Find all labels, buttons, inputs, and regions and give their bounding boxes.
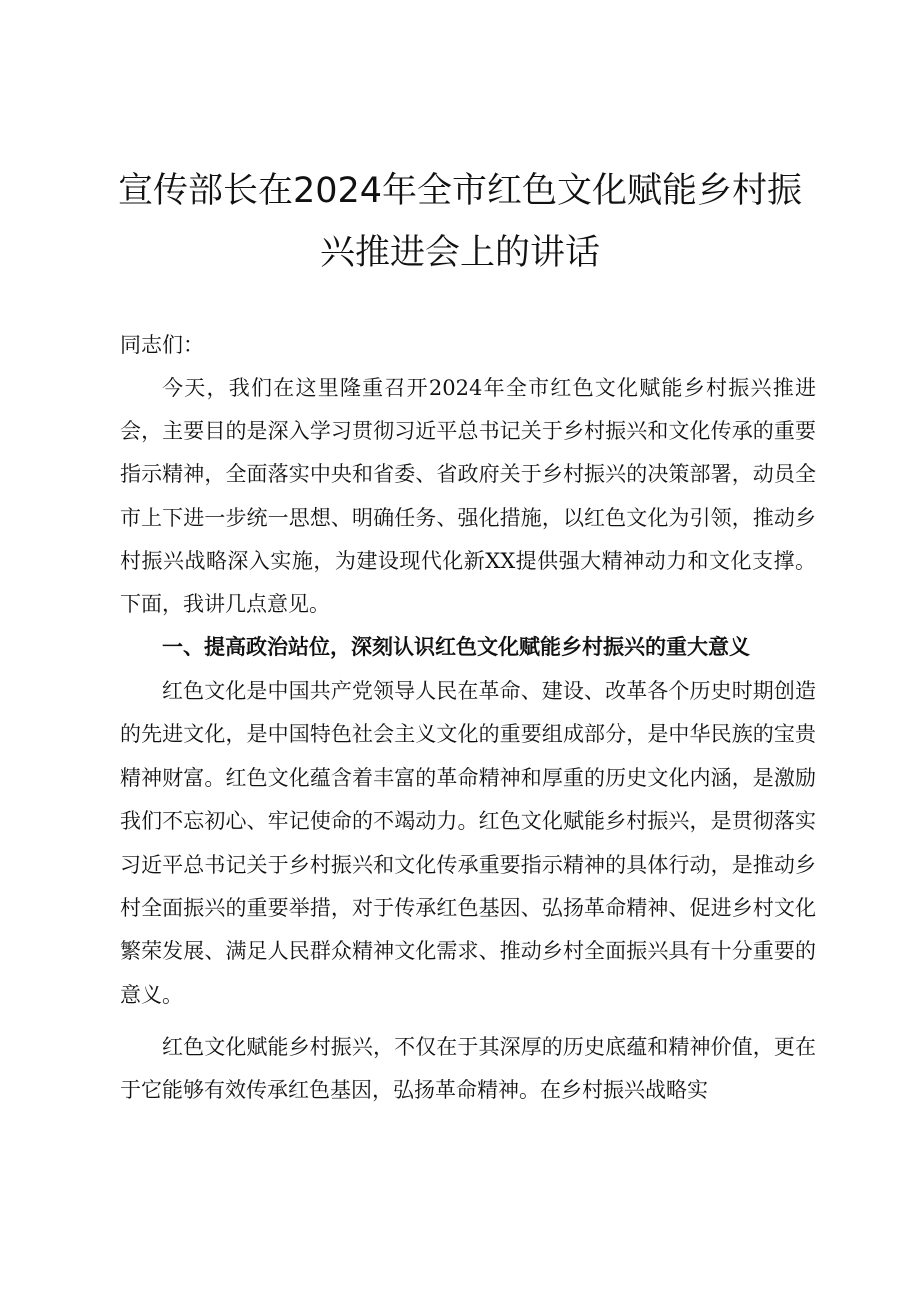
section-heading-1: 一、提高政治站位，深刻认识红色文化赋能乡村振兴的重大意义 bbox=[162, 634, 750, 659]
paragraph-intro: 今天，我们在这里隆重召开2024年全市红色文化赋能乡村振兴推进会，主要目的是深入学习贯彻习近平总书记关于乡村振兴和文化传承的重要指示精神，全面落实中央和省委、省政府关于乡村振兴的决策部署，动员全市上下进一步统一思想、明确任务、强化措施，以红色文化为引领，推动乡村振兴战略深入实施，为建设现代化新XX提供强大精神动力和文化支撑。下面，我讲几点意见。 bbox=[120, 376, 816, 617]
paragraph-continuation: 红色文化赋能乡村振兴，不仅在于其深厚的历史底蕴和精神价值，更在于它能够有效传承红色基因，弘扬革命精神。在乡村振兴战略实 bbox=[120, 1035, 816, 1102]
document-title-line-1: 宣传部长在2024年全市红色文化赋能乡村振 bbox=[117, 171, 803, 211]
document-title-line-2: 兴推进会上的讲话 bbox=[319, 233, 600, 273]
paragraph-significance: 红色文化是中国共产党领导人民在革命、建设、改革各个历史时期创造的先进文化，是中国特色社会主义文化的重要组成部分，是中华民族的宝贵精神财富。红色文化蕴含着丰富的革命精神和厚重的历史文化内涵，是激励我们不忘初心、牢记使命的不竭动力。红色文化赋能乡村振兴，是贯彻落实习近平总书记关于乡村振兴和文化传承重要指示精神的具体行动，是推动乡村全面振兴的重要举措，对于传承红色基因、弘扬革命精神、促进乡村文化繁荣发展、满足人民群众精神文化需求、推动乡村全面振兴具有十分重要的意义。 bbox=[120, 679, 816, 1007]
greeting: 同志们： bbox=[120, 333, 204, 357]
